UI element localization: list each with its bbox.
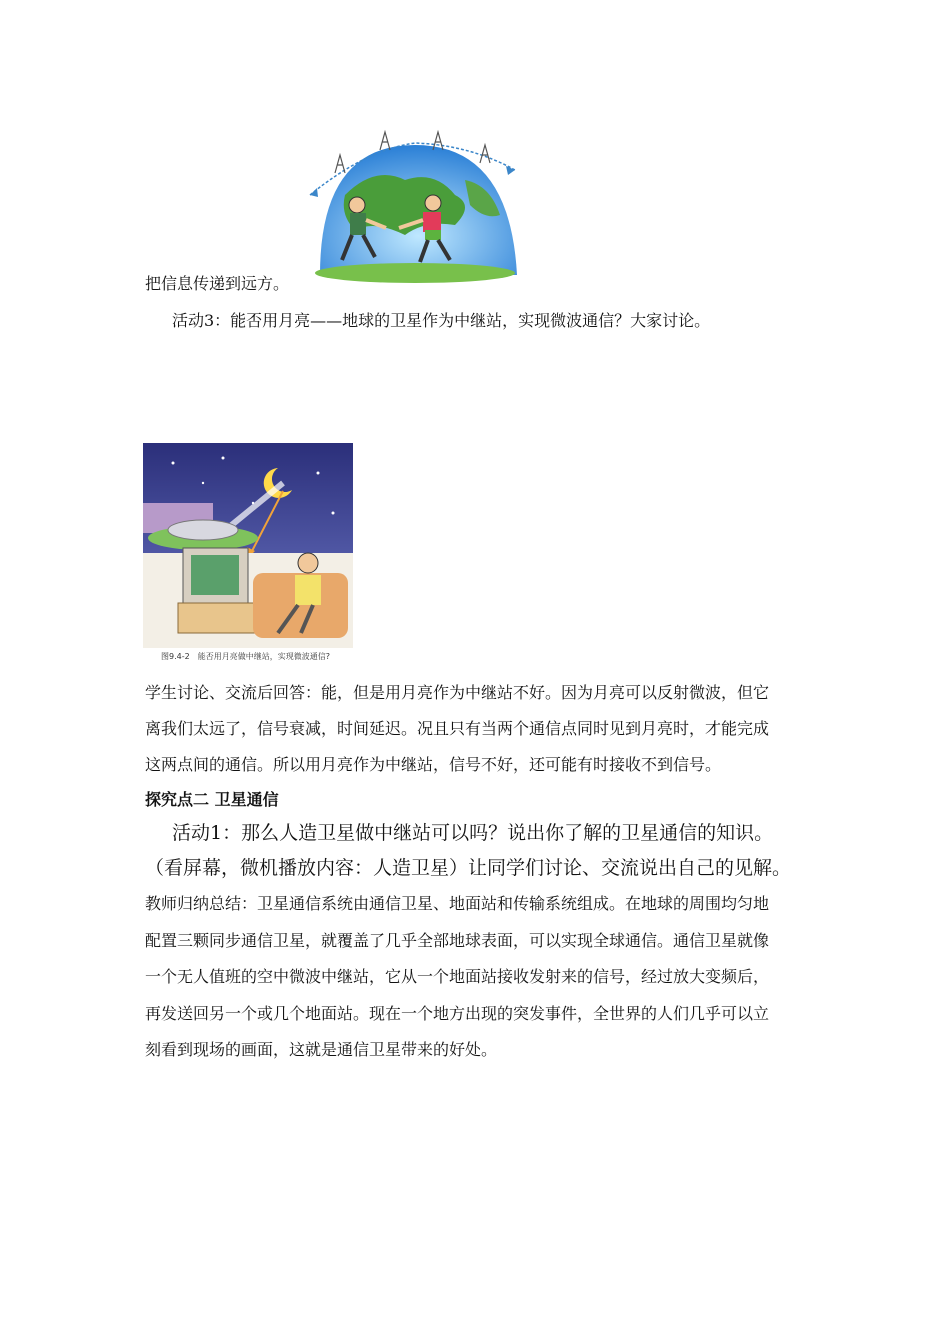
summary-line-5: 刻看到现场的画面，这就是通信卫星带来的好处。 (145, 1040, 498, 1059)
moon-relay-illustration (143, 443, 353, 648)
summary-line-2: 配置三颗同步通信卫星，就覆盖了几乎全部地球表面，可以实现全球通信。通信卫星就像 (145, 931, 770, 950)
section-heading: 探究点二 卫星通信 (145, 790, 279, 809)
relay-earth-illustration (305, 125, 525, 285)
summary-line-1: 教师归纳总结：卫星通信系统由通信卫星、地面站和传输系统组成。在地球的周围均匀地 (145, 894, 770, 913)
summary-line-3: 一个无人值班的空中微波中继站，它从一个地面站接收发射来的信号，经过放大变频后， (145, 967, 770, 986)
intro-line: 把信息传递到远方。 (145, 274, 290, 293)
answer-line-2: 离我们太远了，信号衰减，时间延迟。况且只有当两个通信点同时见到月亮时，才能完成 (145, 719, 770, 738)
moon-relay-figure (143, 443, 353, 665)
activity3-text: 活动3：能否用月亮——地球的卫星作为中继站，实现微波通信？大家讨论。 (172, 311, 711, 330)
summary-line-4: 再发送回另一个或几个地面站。现在一个地方出现的突发事件，全世界的人们几乎可以立 (145, 1004, 770, 1023)
answer-line-3: 这两点间的通信。所以用月亮作为中继站，信号不好，还可能有时接收不到信号。 (145, 755, 722, 774)
activity1-line-1: 活动1：那么人造卫星做中继站可以吗？说出你了解的卫星通信的知识。 (172, 822, 774, 844)
activity1-line-2: （看屏幕，微机播放内容：人造卫星）让同学们讨论、交流说出自己的见解。 (145, 857, 792, 879)
answer-line-1: 学生讨论、交流后回答：能，但是用月亮作为中继站不好。因为月亮可以反射微波，但它 (145, 683, 770, 702)
figure2-caption: 图9.4-2 能否用月亮做中继站，实现微波通信? (161, 652, 330, 661)
